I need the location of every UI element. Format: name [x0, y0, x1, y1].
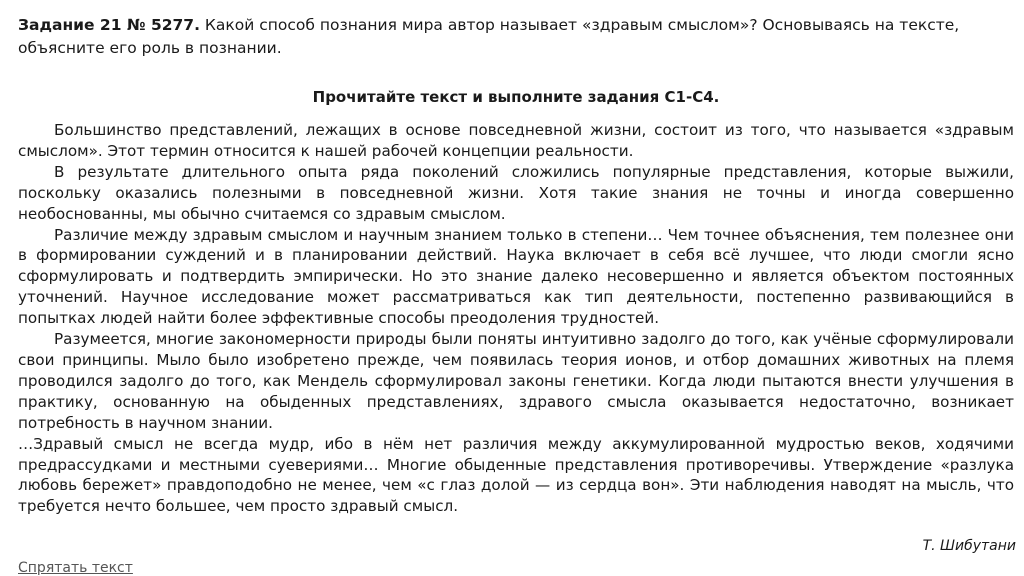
text-paragraph-5: …Здравый смысл не всегда мудр, ибо в нём нет различия между аккумулированной мудростью веков, ходячими предрассудками и местными суевериями… Многие обыденные представления противоречивы. Утверждение «разлука любовь бережет» правдоподобно не менее, чем «с глаз долой — из сердца вон». Эти наблюдения наводят на мысль, что требуется нечто большее, чем просто здравый смысл. [18, 434, 1014, 516]
text-paragraph-4: Разумеется, многие закономерности природы были поняты интуитивно задолго до того, как учёные сформулировали свои принципы. Мыло было изобретено прежде, чем появилась теория ионов, и отбор домашних животных на племя проводился задолго до того, как Мендель сформулировал законы генетики. Когда люди пытаются внести улучшения в практику, основанную на обыденных представлениях, здравого смысла оказывается недостаточно, возникает потребность в научном знании. [18, 330, 1014, 432]
source-text [18, 120, 1014, 517]
hide-text-link[interactable]: Спрятать текст [18, 560, 133, 576]
task-number: Задание 21 № 5277. [18, 16, 200, 34]
text-paragraph-2: В результате длительного опыта ряда поколений сложились популярные представления, которые выжили, поскольку оказались полезными в повседневной жизни. Хотя такие знания не точны и иногда совершенно необоснованны, мы обычно считаемся со здравым смыслом. [18, 162, 1014, 223]
task-question: Какой способ познания мира автор называет «здравым смыслом»? Основываясь на тексте, объясните его роль в познании. [18, 16, 960, 57]
task-page [18, 14, 1014, 517]
author-signature: Т. Шибутани [922, 538, 1016, 554]
task-statement [18, 14, 1014, 60]
instruction-heading: Прочитайте текст и выполните задания C1-C4. [312, 88, 720, 106]
text-paragraph-3: Различие между здравым смыслом и научным знанием только в степени… Чем точнее объяснения, тем полезнее они в формировании суждений и в планировании действий. Наука включает в себя всё лучшее, что люди смогли ясно сформулировать и подтвердить эмпирически. Но это знание далеко несовершенно и является объектом постоянных уточнений. Научное исследование может рассматриваться как тип деятельности, постепенно развивающийся в попытках людей найти более эффективные способы преодоления трудностей. [18, 225, 1014, 328]
text-paragraph-1: Большинство представлений, лежащих в основе повседневной жизни, состоит из того, что называется «здравым смыслом». Этот термин относится к нашей рабочей концепции реальности. [18, 121, 1014, 160]
